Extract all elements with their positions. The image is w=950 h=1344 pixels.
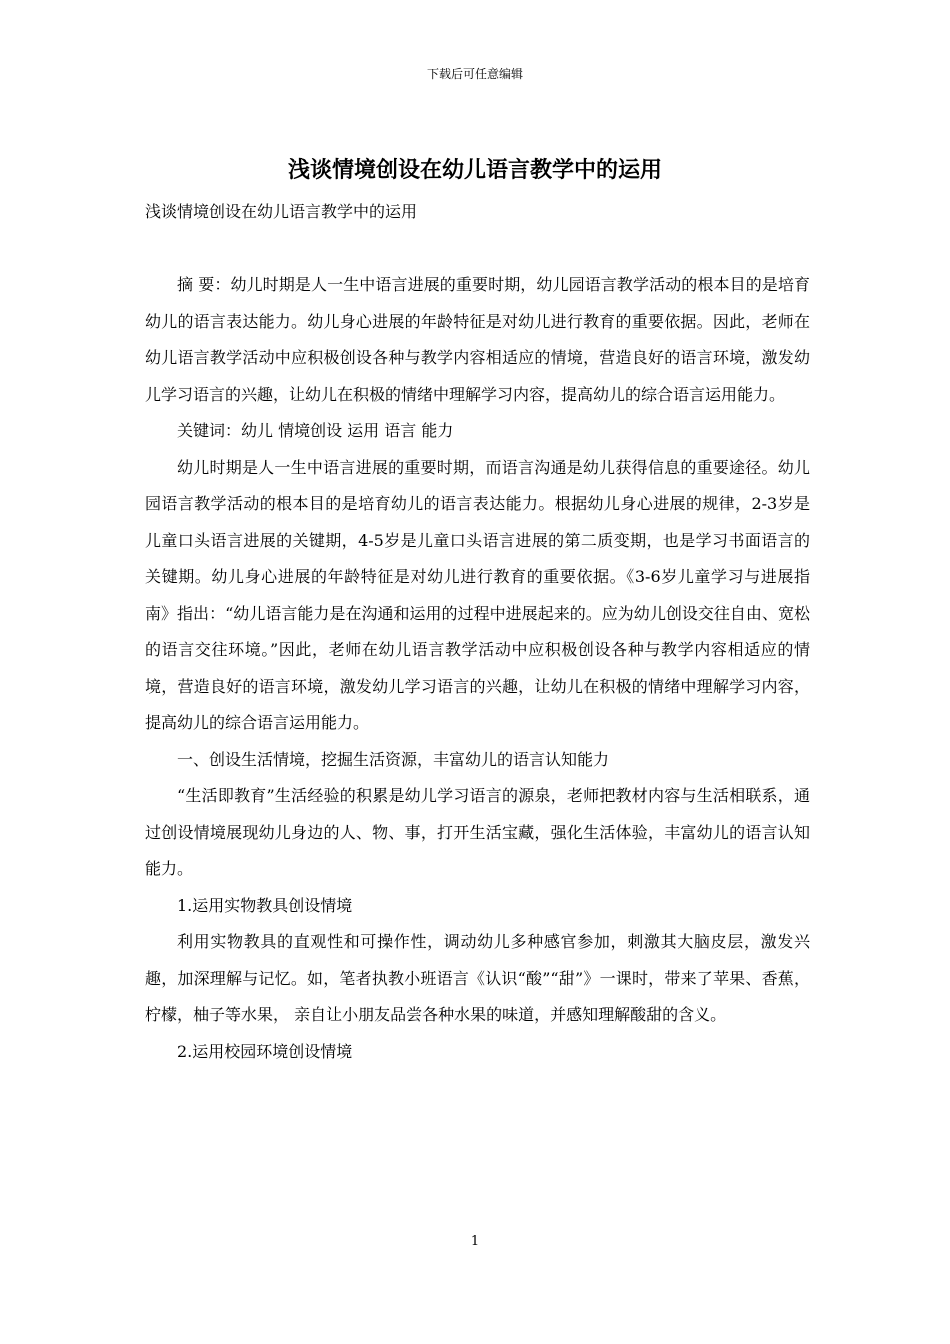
body-paragraph: 幼儿时期是人一生中语言进展的重要时期，而语言沟通是幼儿获得信息的重要途径。幼儿园语言教学活动的根本目的是培育幼儿的语言表达能力。根据幼儿身心进展的规律，2-3岁是儿童口头语言进展的关键期，4-5岁是儿童口头语言进展的第二质变期，也是学习书面语言的关键期。幼儿身心进展的年龄特征是对幼儿进行教育的重要依据。《3-6岁儿童学习与进展指南》指出：“幼儿语言能力是在沟通和运用的过程中进展起来的。应为幼儿创设交往自由、宽松的语言交往环境。”因此，老师在幼儿语言教学活动中应积极创设各种与教学内容相适应的情境，营造良好的语言环境，激发幼儿学习语言的兴趣，让幼儿在积极的情绪中理解学习内容，提高幼儿的综合语言运用能力。	[145, 457, 810, 732]
subsection-heading: 2.运用校园环境创设情境	[177, 1041, 353, 1061]
document-subtitle: 浅谈情境创设在幼儿语言教学中的运用	[145, 202, 418, 221]
subsection-heading: 1.运用实物教具创设情境	[177, 895, 353, 915]
abstract-paragraph: 摘 要：幼儿时期是人一生中语言进展的重要时期，幼儿园语言教学活动的根本目的是培育幼儿的语言表达能力。幼儿身心进展的年龄特征是对幼儿进行教育的重要依据。因此，老师在幼儿语言教学活动中应积极创设各种与教学内容相适应的情境，营造良好的语言环境，激发幼儿学习语言的兴趣，让幼儿在积极的情绪中理解学习内容，提高幼儿的综合语言运用能力。	[145, 275, 810, 404]
body-paragraph: 利用实物教具的直观性和可操作性，调动幼儿多种感官参加，刺激其大脑皮层，激发兴趣，加深理解与记忆。如，笔者执教小班语言《认识“酸”“甜”》一课时，带来了苹果、香蕉，柠檬，柚子等水果， 亲自让小朋友品尝各种水果的味道，并感知理解酸甜的含义。	[145, 932, 810, 1024]
page-header: 下载后可任意编辑	[426, 67, 523, 81]
document-title: 浅谈情境创设在幼儿语言教学中的运用	[287, 157, 662, 183]
document-body	[145, 267, 810, 1070]
keywords-paragraph: 关键词：幼儿 情境创设 运用 语言 能力	[177, 421, 454, 440]
section-heading: 一、创设生活情境，挖掘生活资源，丰富幼儿的语言认知能力	[177, 749, 610, 769]
body-paragraph: “生活即教育”生活经验的积累是幼儿学习语言的源泉，老师把教材内容与生活相联系，通过创设情境展现幼儿身边的人、物、事，打开生活宝藏，强化生活体验，丰富幼儿的语言认知能力。	[145, 786, 810, 878]
page-number: 1	[470, 1234, 480, 1249]
